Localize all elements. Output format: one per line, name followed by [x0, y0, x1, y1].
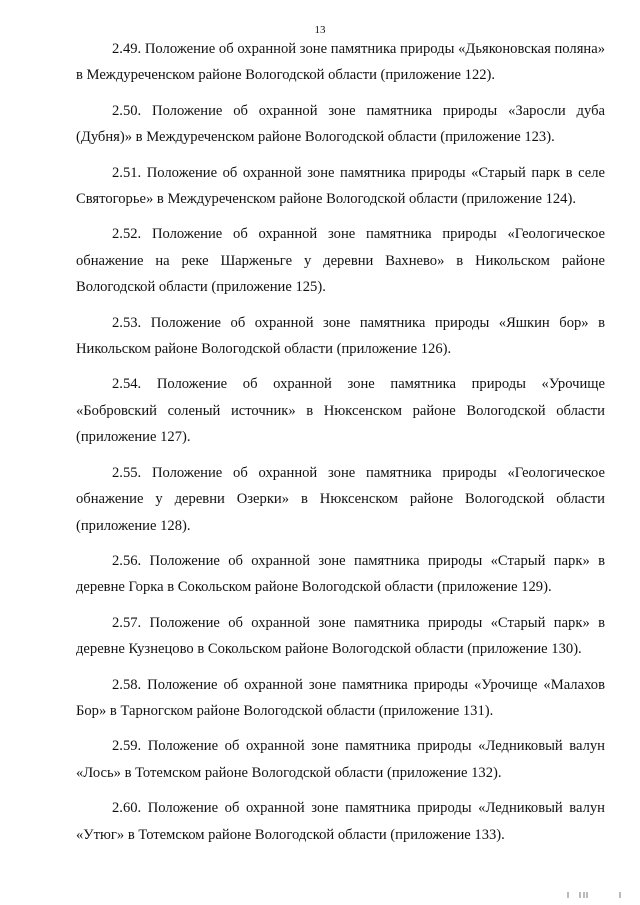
document-body	[76, 36, 605, 857]
paragraph-2-56: 2.56. Положение об охранной зоне памятника природы «Старый парк» в деревне Горка в Сокольском районе Вологодской области (приложение 129).	[76, 552, 605, 596]
paragraph-2-50: 2.50. Положение об охранной зоне памятника природы «Заросли дуба (Дубня)» в Междуреченском районе Вологодской области (приложение 123).	[76, 102, 605, 146]
paragraph-2-49: 2.49. Положение об охранной зоне памятника природы «Дьяконовская поляна» в Междуреченском районе Вологодской области (приложение 122).	[76, 41, 605, 84]
paragraph-2-59: 2.59. Положение об охранной зоне памятника природы «Ледниковый валун «Лось» в Тотемском районе Вологодской области (приложение 132).	[76, 738, 605, 781]
paragraph-2-57: 2.57. Положение об охранной зоне памятника природы «Старый парк» в деревне Кузнецово в Сокольском районе Вологодской области (приложение 130).	[76, 614, 605, 658]
paragraph-2-51: 2.51. Положение об охранной зоне памятника природы «Старый парк в селе Святогорье» в Междуреченском районе Вологодской области (приложение 124).	[76, 164, 605, 208]
paragraph-2-58: 2.58. Положение об охранной зоне памятника природы «Урочище «Малахов Бор» в Тарногском районе Вологодской области (приложение 131).	[76, 676, 605, 719]
paragraph-2-52: 2.52. Положение об охранной зоне памятника природы «Геологическое обнажение на реке Шарженьге у деревни Вахнево» в Никольском районе Вологодской области (приложение 125).	[76, 226, 605, 296]
paragraph-2-54: 2.54. Положение об охранной зоне памятника природы «Урочище «Бобровский соленый источник» в Нюксенском районе Вологодской области (приложение 127).	[76, 376, 605, 446]
paragraph-2-60: 2.60. Положение об охранной зоне памятника природы «Ледниковый валун «Утюг» в Тотемском районе Вологодской области (приложение 133).	[76, 800, 605, 843]
paragraph-2-55: 2.55. Положение об охранной зоне памятника природы «Геологическое обнажение у деревни Озерки» в Нюксенском районе Вологодской области (приложение 128).	[76, 464, 605, 534]
scan-artifact-mark	[566, 890, 626, 900]
page-number: 13	[314, 24, 326, 36]
paragraph-2-53: 2.53. Положение об охранной зоне памятника природы «Яшкин бор» в Никольском районе Вологодской области (приложение 126).	[76, 314, 605, 358]
